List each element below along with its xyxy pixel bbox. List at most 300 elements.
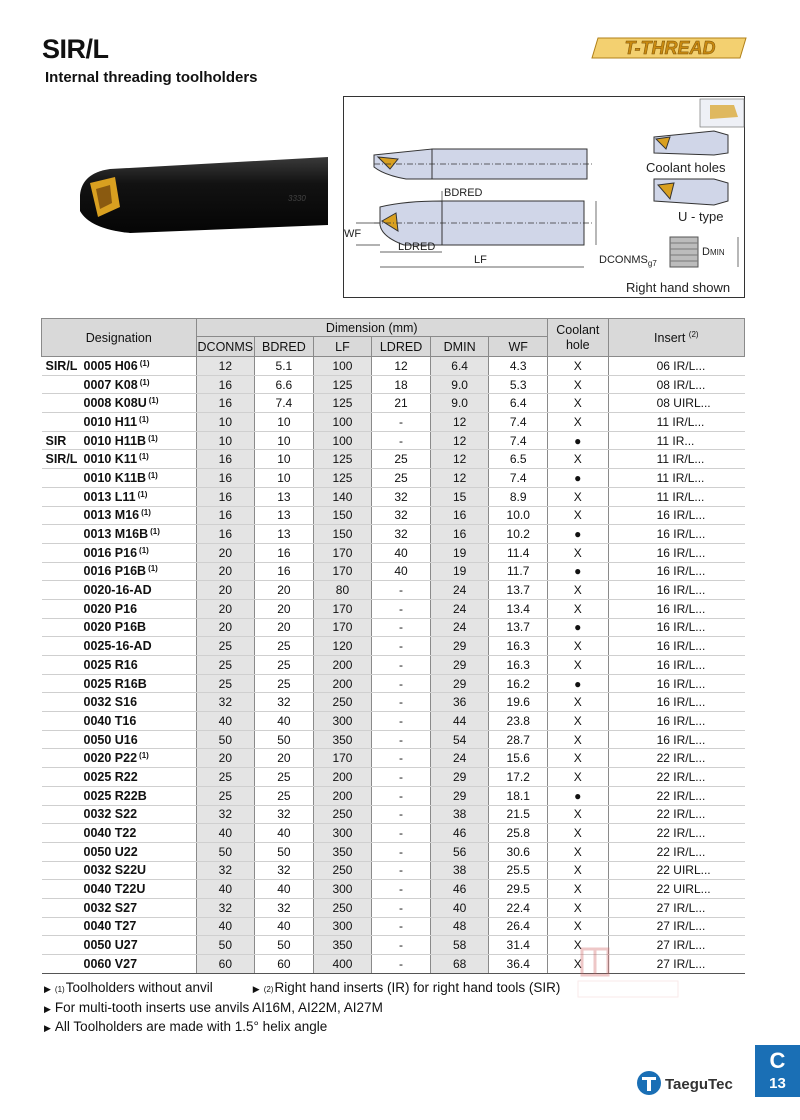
wf-cell: 29.5 [489,880,548,899]
coolant-cell: ● [548,562,609,581]
designation-code: 0005 H06 [83,358,138,373]
dconms-cell: 25 [196,768,255,787]
ldred-label: LDRED [398,241,436,253]
table-row [42,898,745,917]
designation-code: 0016 P16 [83,545,138,560]
dmin-cell: 56 [430,842,489,861]
designation-code: 0050 U16 [83,732,138,747]
dmin-cell: 44 [430,712,489,731]
designation-code: 0025 R16B [83,676,147,691]
wf-cell: 13.7 [489,581,548,600]
insert-cell: 16 IR/L... [608,712,744,731]
lf-cell: 350 [313,936,372,955]
table-row [42,581,745,600]
wf-cell: 19.6 [489,693,548,712]
designation-cell [42,394,197,413]
designation-cell [42,487,197,506]
dconms-cell: 20 [196,749,255,768]
insert-cell: 16 IR/L... [608,506,744,525]
dmin-cell: 58 [430,936,489,955]
coolant-cell: X [548,768,609,787]
table-row [42,917,745,936]
insert-cell: 11 IR/L... [608,413,744,432]
lf-cell: 100 [313,431,372,450]
wf-cell: 25.5 [489,861,548,880]
table-row [42,469,745,488]
dmin-cell: 29 [430,656,489,675]
bdred-cell: 20 [255,618,314,637]
wf-cell: 31.4 [489,936,548,955]
wf-cell: 16.3 [489,656,548,675]
dconms-cell: 25 [196,674,255,693]
dconms-cell: 32 [196,898,255,917]
insert-cell: 16 IR/L... [608,656,744,675]
dmin-cell: 46 [430,880,489,899]
dmin-cell: 68 [430,955,489,974]
dmin-cell: 12 [430,450,489,469]
dmin-cell: 29 [430,674,489,693]
lf-cell: 250 [313,805,372,824]
svg-text:3330: 3330 [288,194,306,203]
table-row [42,506,745,525]
bdred-cell: 25 [255,786,314,805]
bdred-cell: 40 [255,824,314,843]
lf-cell: 125 [313,450,372,469]
bdred-cell: 13 [255,487,314,506]
designation-note: (1) [139,358,150,368]
insert-cell: 27 IR/L... [608,955,744,974]
designation-code: 0008 K08U [83,396,147,411]
coolant-cell: X [548,656,609,675]
dmin-cell: 46 [430,824,489,843]
wf-cell: 7.4 [489,413,548,432]
wf-cell: 30.6 [489,842,548,861]
coolant-cell: X [548,506,609,525]
designation-cell [42,805,197,824]
wf-cell: 8.9 [489,487,548,506]
dmin-cell: 54 [430,730,489,749]
designation-code: 0020 P16 [83,601,138,616]
dmin-cell: 9.0 [430,375,489,394]
designation-cell [42,599,197,618]
designation-cell [42,618,197,637]
designation-cell [42,955,197,974]
footnote-3 [44,999,560,1019]
designation-code: 0020-16-AD [83,583,152,598]
dmin-cell: 40 [430,898,489,917]
bdred-cell: 20 [255,581,314,600]
wf-cell: 36.4 [489,955,548,974]
coolant-cell: X [548,730,609,749]
dconms-cell: 50 [196,936,255,955]
dconms-cell: 50 [196,730,255,749]
bdred-cell: 5.1 [255,357,314,376]
footnote-1 [44,979,213,999]
dmin-cell: 6.4 [430,357,489,376]
bdred-cell: 13 [255,525,314,544]
dconms-cell: 25 [196,656,255,675]
dimension-diagram [343,96,745,298]
designation-code: 0032 S27 [83,900,138,915]
coolant-cell: ● [548,786,609,805]
bdred-cell: 10 [255,469,314,488]
ldred-cell: - [372,656,431,675]
insert-cell: 08 UIRL... [608,394,744,413]
triangle-bullet-icon: ▶ [44,1023,51,1033]
dmin-cell: 29 [430,786,489,805]
lf-cell: 170 [313,599,372,618]
dmin-cell: 19 [430,562,489,581]
dmin-label-sub: MIN [709,248,725,257]
designation-cell [42,543,197,562]
dconms-label-text: DCONMS [599,254,648,266]
ldred-cell: 21 [372,394,431,413]
bdred-cell: 25 [255,768,314,787]
designation-note: (1) [139,414,149,424]
insert-cell: 22 IR/L... [608,842,744,861]
insert-cell: 16 IR/L... [608,599,744,618]
ldred-cell: 25 [372,469,431,488]
coolant-cell: X [548,824,609,843]
insert-header [608,319,744,357]
dconms-cell: 25 [196,637,255,656]
designation-note: (1) [139,545,149,555]
coolant-cell: X [548,898,609,917]
lf-cell: 200 [313,674,372,693]
designation-code: 0016 P16B [83,564,147,579]
dconms-cell: 16 [196,487,255,506]
footnote-1-mark: (1) [54,985,65,994]
wf-cell: 16.2 [489,674,548,693]
designation-code: 0040 T22U [83,882,146,897]
dmin-cell: 24 [430,581,489,600]
dconms-cell: 10 [196,431,255,450]
ldred-cell: - [372,618,431,637]
footnotes [44,979,560,1038]
bdred-cell: 25 [255,637,314,656]
table-row [42,599,745,618]
table-row [42,880,745,899]
table-row [42,712,745,731]
u-type-label: U - type [678,209,724,224]
page-number: 13 [769,1075,786,1092]
insert-header-text: Insert [654,331,686,346]
designation-cell [42,786,197,805]
wf-cell: 5.3 [489,375,548,394]
lf-cell: 200 [313,768,372,787]
designation-cell [42,917,197,936]
ldred-cell: - [372,786,431,805]
section-letter: C [769,1048,786,1073]
table-row [42,487,745,506]
designation-code: 0020 P16B [83,620,147,635]
dconms-cell: 20 [196,543,255,562]
dconms-cell: 20 [196,618,255,637]
insert-cell: 11 IR/L... [608,450,744,469]
designation-code: 0010 H11B [83,433,147,448]
dmin-cell: 24 [430,749,489,768]
dmin-label-text: D [702,246,710,258]
coolant-cell: X [548,917,609,936]
insert-cell: 16 IR/L... [608,525,744,544]
designation-note: (1) [148,433,158,443]
insert-cell: 11 IR... [608,431,744,450]
ldred-cell: 32 [372,487,431,506]
designation-cell [42,880,197,899]
insert-cell: 08 IR/L... [608,375,744,394]
ldred-cell: - [372,730,431,749]
coolant-cell: X [548,543,609,562]
lf-cell: 300 [313,880,372,899]
ldred-cell: - [372,936,431,955]
designation-note: (1) [139,751,149,761]
table-row [42,543,745,562]
coolant-cell: X [548,375,609,394]
dconms-cell: 12 [196,357,255,376]
designation-cell [42,450,197,469]
table-row [42,450,745,469]
insert-cell: 22 IR/L... [608,786,744,805]
section-tab [755,1045,800,1097]
dmin-cell: 48 [430,917,489,936]
toolholder-photo [70,155,328,235]
designation-note: (1) [137,489,148,499]
table-row [42,842,745,861]
coolant-cell: X [548,805,609,824]
dmin-label [702,246,725,258]
insert-cell: 16 IR/L... [608,693,744,712]
coolant-cell: X [548,394,609,413]
lf-cell: 150 [313,525,372,544]
bdred-cell: 32 [255,898,314,917]
dmin-cell: 16 [430,525,489,544]
dconms-cell: 20 [196,581,255,600]
designation-code: 0032 S22 [83,807,138,822]
table-row [42,824,745,843]
bdred-cell: 32 [255,861,314,880]
dconms-cell: 20 [196,562,255,581]
designation-code: 0060 V27 [83,956,138,971]
bdred-cell: 25 [255,674,314,693]
ldred-cell: - [372,898,431,917]
footnote-4-text: All Toolholders are made with 1.5° helix angle [54,1019,328,1034]
lf-cell: 300 [313,712,372,731]
designation-code: 0013 M16 [83,508,140,523]
ldred-cell: 12 [372,357,431,376]
wf-cell: 7.4 [489,431,548,450]
lf-cell: 200 [313,786,372,805]
designation-note: (1) [148,564,158,574]
dconms-cell: 40 [196,712,255,731]
lf-cell: 125 [313,375,372,394]
ldred-cell: - [372,917,431,936]
designation-code: 0040 T16 [83,713,137,728]
wf-cell: 13.7 [489,618,548,637]
coolant-hole-header [548,319,609,357]
insert-cell: 16 IR/L... [608,618,744,637]
bdred-cell: 50 [255,936,314,955]
coolant-cell: ● [548,469,609,488]
col-bdred-header: BDRED [255,337,314,357]
designation-code: 0032 S16 [83,695,138,710]
footnote-1-text: Toolholders without anvil [65,980,213,995]
designation-cell [42,431,197,450]
specification-table [41,318,745,974]
wf-cell: 11.4 [489,543,548,562]
designation-cell [42,824,197,843]
lf-cell: 400 [313,955,372,974]
insert-cell: 16 IR/L... [608,674,744,693]
ldred-cell: - [372,712,431,731]
wf-cell: 10.2 [489,525,548,544]
dconms-label [599,254,657,268]
designation-cell [42,712,197,731]
table-row [42,562,745,581]
designation-prefix: SIR [45,433,67,448]
ldred-cell: - [372,413,431,432]
dmin-cell: 9.0 [430,394,489,413]
table-row [42,861,745,880]
dconms-cell: 10 [196,413,255,432]
lf-cell: 170 [313,749,372,768]
table-row [42,674,745,693]
wf-cell: 15.6 [489,749,548,768]
insert-cell: 22 IR/L... [608,805,744,824]
designation-cell [42,525,197,544]
wf-cell: 22.4 [489,898,548,917]
designation-code: 0040 T27 [83,919,137,934]
designation-code: 0013 M16B [83,527,149,542]
table-row [42,357,745,376]
footnote-3-text: For multi-tooth inserts use anvils AI16M, AI22M, AI27M [54,999,383,1015]
dconms-cell: 60 [196,955,255,974]
insert-cell: 27 IR/L... [608,917,744,936]
designation-note: (1) [150,527,160,537]
dconms-cell: 32 [196,861,255,880]
designation-note: (1) [148,396,159,406]
insert-cell: 22 UIRL... [608,861,744,880]
footnote-4 [44,1018,560,1038]
insert-cell: 27 IR/L... [608,898,744,917]
coolant-cell: X [548,880,609,899]
dconms-label-sub: g7 [647,259,657,269]
designation-cell [42,581,197,600]
page-title: SIR/L [42,34,109,64]
designation-prefix: SIR/L [45,358,78,373]
coolant-cell: X [548,955,609,974]
insert-cell: 22 IR/L... [608,824,744,843]
table-row [42,656,745,675]
lf-cell: 80 [313,581,372,600]
taegutec-logo-text: TaeguTec [665,1076,733,1093]
lf-cell: 170 [313,543,372,562]
bdred-cell: 40 [255,917,314,936]
designation-code: 0050 U27 [83,938,138,953]
designation-note: (1) [141,508,151,518]
col-lf-header: LF [313,337,372,357]
coolant-cell: X [548,487,609,506]
wf-cell: 28.7 [489,730,548,749]
lf-cell: 300 [313,917,372,936]
lf-cell: 125 [313,394,372,413]
designation-cell [42,562,197,581]
coolant-cell: X [548,581,609,600]
table-row [42,730,745,749]
bdred-cell: 50 [255,730,314,749]
insert-cell: 22 IR/L... [608,749,744,768]
dmin-cell: 24 [430,618,489,637]
lf-cell: 200 [313,656,372,675]
ldred-cell: - [372,581,431,600]
designation-code: 0025 R22B [83,788,147,803]
col-dconms-header: DCONMS [196,337,255,357]
specification-table-body [42,357,745,974]
ldred-cell: 32 [372,525,431,544]
t-thread-logo [590,36,748,60]
bdred-cell: 16 [255,543,314,562]
bdred-cell: 20 [255,749,314,768]
ldred-cell: - [372,805,431,824]
bdred-cell: 60 [255,955,314,974]
dconms-cell: 16 [196,394,255,413]
dmin-cell: 29 [430,768,489,787]
designation-cell [42,693,197,712]
bdred-cell: 20 [255,599,314,618]
insert-cell: 16 IR/L... [608,637,744,656]
insert-cell: 16 IR/L... [608,543,744,562]
triangle-bullet-icon: ▶ [44,1003,51,1014]
ldred-cell: - [372,768,431,787]
designation-header: Designation [42,319,197,357]
dconms-cell: 16 [196,469,255,488]
wf-cell: 21.5 [489,805,548,824]
coolant-cell: X [548,599,609,618]
designation-note: (1) [148,470,158,480]
bdred-cell: 25 [255,656,314,675]
ldred-cell: - [372,955,431,974]
right-hand-shown-caption: Right hand shown [626,280,731,295]
lf-cell: 350 [313,730,372,749]
dconms-cell: 32 [196,805,255,824]
dmin-cell: 38 [430,805,489,824]
insert-cell: 27 IR/L... [608,936,744,955]
ldred-cell: 18 [372,375,431,394]
coolant-cell: ● [548,431,609,450]
designation-note: (1) [139,452,149,462]
designation-cell [42,375,197,394]
insert-cell: 16 IR/L... [608,581,744,600]
footnote-2 [253,979,561,999]
lf-cell: 300 [313,824,372,843]
table-row [42,413,745,432]
coolant-cell: X [548,712,609,731]
lf-cell: 120 [313,637,372,656]
table-row [42,693,745,712]
ldred-cell: - [372,431,431,450]
designation-code: 0020 P22 [83,751,138,766]
lf-cell: 250 [313,898,372,917]
ldred-cell: - [372,824,431,843]
wf-cell: 6.4 [489,394,548,413]
dmin-cell: 19 [430,543,489,562]
bdred-cell: 6.6 [255,375,314,394]
wf-cell: 4.3 [489,357,548,376]
dconms-cell: 20 [196,599,255,618]
table-row [42,805,745,824]
designation-prefix: SIR/L [45,452,78,467]
table-row [42,637,745,656]
col-wf-header: WF [489,337,548,357]
